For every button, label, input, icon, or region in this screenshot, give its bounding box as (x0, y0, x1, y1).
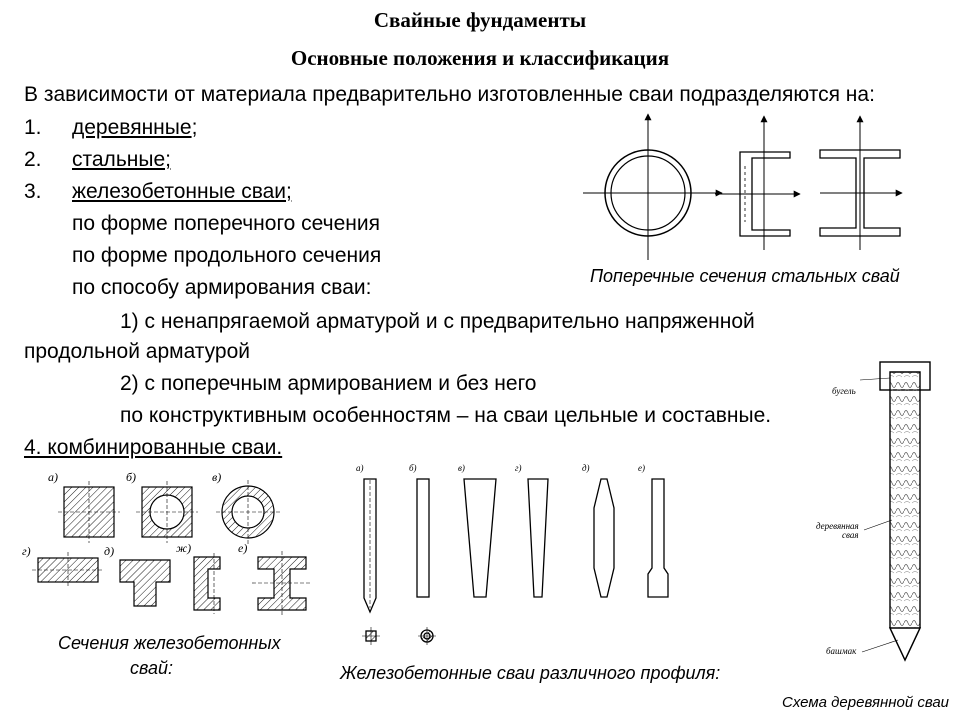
section-ring (216, 480, 280, 544)
section-label-e: е) (238, 541, 248, 555)
section-label-a: а) (48, 470, 58, 484)
profile-label-e: е) (638, 463, 645, 473)
section-i-beam (258, 557, 306, 610)
sub-item-cross-section: по форме поперечного сечения (72, 212, 380, 235)
profile-label-v: в) (458, 463, 465, 473)
profile-stepped (648, 479, 668, 597)
reinforcement-1: 1) с ненапрягаемой арматурой и с предварительно напряженной (120, 310, 755, 333)
section-label-b: б) (126, 470, 137, 484)
list-item-1-suffix: ; (191, 116, 198, 139)
profile-label-b: б) (409, 463, 417, 473)
steel-sections-caption: Поперечные сечения стальных свай (590, 266, 900, 286)
sub-item-reinforcement: по способу армирования сваи: (72, 276, 372, 299)
intro-text: В зависимости от материала предварительно изготовленные сваи подразделяются на: (24, 83, 875, 106)
profile-tapered (464, 479, 496, 597)
timber-label-pile-2: свая (842, 530, 859, 540)
profile-ring-section (418, 627, 436, 645)
profile-square-section (362, 627, 380, 645)
list-item-1-num: 1. (24, 116, 42, 139)
section-hollow-square (136, 481, 198, 543)
profile-prismatic-pointed (364, 479, 376, 612)
list-item-3-text: железобетонные сваи; (72, 180, 292, 203)
profile-label-d: д) (582, 463, 590, 473)
reinforcement-2: 2) с поперечным армированием и без него (120, 372, 537, 395)
profile-prismatic (417, 479, 429, 597)
i-beam-section (820, 116, 902, 250)
list-item-4: 4. комбинированные сваи. (24, 436, 283, 459)
timber-pile-caption: Схема деревянной сваи (782, 694, 950, 711)
profile-rhombic (594, 479, 614, 597)
design-features: по конструктивным особенностям – на сваи цельные и составные. (120, 404, 772, 427)
reinforcement-1-cont: продольной арматурой (24, 340, 250, 363)
list-item-3-num: 3. (24, 180, 42, 203)
page-subtitle: Основные положения и классификация (290, 46, 670, 70)
list-item-2-text: стальные; (72, 148, 171, 171)
timber-label-shoe: башмак (826, 646, 857, 656)
section-label-v: в) (212, 470, 222, 484)
list-item-2-num: 2. (24, 148, 42, 171)
section-label-zh: ж) (176, 541, 192, 555)
section-channel (194, 557, 220, 610)
timber-label-pile-1: деревянная (816, 521, 859, 531)
page-title: Свайные фундаменты (373, 8, 587, 32)
concrete-sections-caption-line2: свай: (130, 658, 174, 678)
timber-label-cap: бугель (832, 386, 856, 396)
list-item-1-text: деревянные (72, 116, 192, 139)
timber-pile-cap (880, 362, 930, 390)
channel-section (715, 116, 800, 250)
pipe-section (583, 114, 722, 260)
concrete-sections-caption-line1: Сечения железобетонных (58, 633, 281, 653)
sub-item-longitudinal: по форме продольного сечения (72, 244, 382, 267)
timber-pile-body (890, 372, 920, 660)
section-label-d: д) (104, 544, 115, 558)
list-item-1 (72, 116, 197, 140)
section-square (64, 487, 114, 537)
profile-label-a: а) (356, 463, 364, 473)
concrete-profiles-caption: Железобетонные сваи различного профиля: (340, 663, 721, 683)
profile-tapered-narrow (528, 479, 548, 597)
section-label-g: г) (22, 544, 31, 558)
timber-pile-shoe (890, 628, 920, 660)
section-rectangle (38, 558, 98, 582)
section-tee (120, 560, 170, 606)
profile-label-g: г) (515, 463, 522, 473)
